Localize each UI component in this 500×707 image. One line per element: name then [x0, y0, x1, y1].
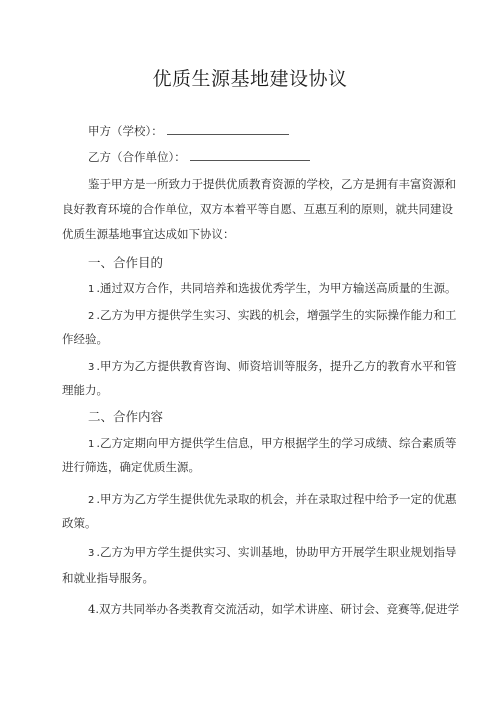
document-title: 优质生源基地建设协议	[152, 68, 348, 90]
clause-line: 4.双方共同举办各类教育交流活动，如学术讲座、研讨会、竞赛等,促进学	[88, 602, 460, 616]
clause-number: 3	[88, 362, 95, 373]
clause-line	[88, 307, 457, 323]
party-b-blank	[190, 148, 310, 161]
intro-line: 良好教育环境的合作单位，双方本着平等自愿、互惠互利的原则，就共同建设	[62, 202, 453, 216]
section-heading: 一、合作目的	[88, 255, 164, 270]
clause-number: 2	[88, 495, 95, 506]
clause-line	[88, 280, 457, 296]
clause-text: .甲方为乙方学生提供优先录取的机会，并在录取过程中给予一定的优惠	[96, 492, 457, 506]
clause-line	[88, 358, 457, 374]
clause-text: .乙方为甲方提供学生实习、实践的机会，增强学生的实际操作能力和工	[96, 308, 457, 322]
clause-number: 1	[88, 284, 95, 295]
clause-number: 2	[88, 311, 95, 322]
clause-continuation: 和就业指导服务。	[62, 571, 154, 585]
clause-line	[88, 544, 457, 560]
clause-continuation: 进行筛选，确定优质生源。	[62, 460, 200, 474]
clause-continuation: 理能力。	[62, 383, 108, 397]
clause-line	[88, 491, 457, 507]
clause-text: .乙方为甲方学生提供实习、实训基地，协助甲方开展学生职业规划指导	[96, 545, 457, 559]
party-b-line	[88, 148, 310, 165]
intro-line: 鉴于甲方是一所致力于提供优质教育资源的学校，乙方是拥有丰富资源和	[88, 177, 456, 191]
party-a-blank	[167, 122, 289, 135]
clause-continuation: 作经验。	[62, 332, 108, 346]
section-heading: 二、合作内容	[88, 409, 164, 424]
clause-continuation: 政策。	[62, 516, 97, 530]
clause-number: 3	[88, 548, 95, 559]
clause-text: .甲方为乙方提供教育咨询、师资培训等服务，提升乙方的教育水平和管	[96, 359, 457, 373]
clause-number: 1	[88, 439, 95, 450]
clause-line	[88, 435, 457, 451]
party-a-label: 甲方（学校）：	[88, 124, 163, 138]
clause-text: .通过双方合作，共同培养和选拔优秀学生，为甲方输送高质量的生源。	[96, 281, 457, 295]
party-a-line	[88, 122, 289, 139]
party-b-label: 乙方（合作单位）：	[88, 150, 186, 164]
intro-line: 优质生源基地事宜达成如下协议：	[62, 227, 235, 241]
clause-text: .乙方定期向甲方提供学生信息，甲方根据学生的学习成绩、综合素质等	[96, 436, 457, 450]
